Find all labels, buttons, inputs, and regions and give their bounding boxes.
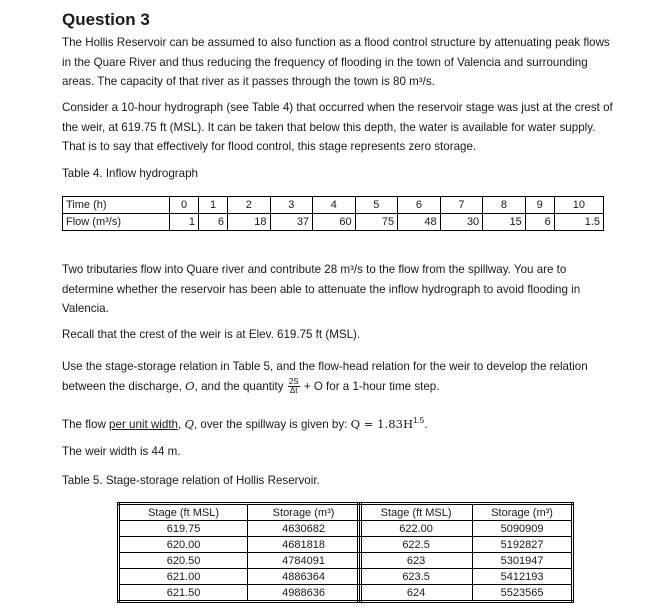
table-header-row xyxy=(359,504,573,521)
stage-cell: 619.75 xyxy=(119,521,248,537)
time-cell: 9 xyxy=(525,197,554,214)
intro-paragraph: The Hollis Reservoir can be assumed to also function as a flood control structure by attenuating peak flows in the Quare River and thus reducing the frequency of flooding in the town of Valencia and surrounding areas. The capacity of that river as it passes through the town is 80 m³/s. xyxy=(62,36,610,88)
fraction-2s-dt xyxy=(288,378,300,395)
flow-cell: 6 xyxy=(199,214,228,231)
flow-formula-paragraph xyxy=(62,411,614,434)
storage-cell: 5301947 xyxy=(473,553,573,569)
storage-header: Storage (m³) xyxy=(248,504,361,521)
stage-header: Stage (ft MSL) xyxy=(119,504,248,521)
flow-cell: 18 xyxy=(228,214,271,231)
time-row xyxy=(63,197,604,214)
time-cell: 10 xyxy=(554,197,603,214)
per-unit-width-text: per unit width xyxy=(109,417,179,431)
recall-paragraph: Recall that the crest of the weir is at Elev. 619.75 ft (MSL). xyxy=(62,328,361,341)
weir-formula: Q = 1.83H xyxy=(350,416,414,431)
weir-formula-exponent: 1.5 xyxy=(413,416,425,425)
stage-cell: 620.50 xyxy=(119,553,248,569)
time-cell: 8 xyxy=(483,197,526,214)
table-row xyxy=(359,553,573,569)
flow-text: , xyxy=(178,417,185,431)
flow-cell: 1 xyxy=(170,214,199,231)
time-cell: 2 xyxy=(228,197,271,214)
flow-row xyxy=(63,214,604,231)
flow-cell: 37 xyxy=(270,214,313,231)
inflow-table xyxy=(62,196,604,231)
flow-cell: 1.5 xyxy=(554,214,603,231)
table-row xyxy=(359,537,573,553)
time-cell: 7 xyxy=(440,197,483,214)
stage-storage-table-right xyxy=(357,502,574,603)
flow-cell: 30 xyxy=(440,214,483,231)
relation-paragraph xyxy=(62,357,614,396)
flow-row-label: Flow (m³/s) xyxy=(63,214,170,231)
var-o: O xyxy=(185,378,195,393)
fraction-denominator: Δt xyxy=(289,385,298,395)
flow-cell: 48 xyxy=(398,214,441,231)
time-cell: 0 xyxy=(170,197,199,214)
stage-cell: 624 xyxy=(359,585,473,602)
storage-cell: 5412193 xyxy=(473,569,573,585)
table-row xyxy=(119,521,361,537)
time-cell: 4 xyxy=(313,197,356,214)
table4-caption: Table 4. Inflow hydrograph xyxy=(62,167,198,180)
table-row xyxy=(119,585,361,602)
flow-cell: 6 xyxy=(525,214,554,231)
stage-header: Stage (ft MSL) xyxy=(359,504,473,521)
storage-cell: 5090909 xyxy=(473,521,573,537)
stage-storage-table-left xyxy=(117,502,362,603)
table-row xyxy=(119,553,361,569)
hydrograph-paragraph: Consider a 10-hour hydrograph (see Table 4) that occurred when the reservoir stage was just at the crest of the weir, at 619.75 ft (MSL). It can be taken that below this depth, the water is available for water supply. That is to say that effectively for flood control, this stage represents zero storage. xyxy=(62,101,613,153)
flow-cell: 15 xyxy=(483,214,526,231)
relation-text: + O for a 1-hour time step. xyxy=(300,379,440,393)
stage-cell: 621.50 xyxy=(119,585,248,602)
table-row xyxy=(359,521,573,537)
tributaries-paragraph: Two tributaries flow into Quare river and contribute 28 m³/s to the flow from the spillway. You are to determine whether the reservoir has been able to attenuate the inflow hydrograph to avoid flooding in Valencia. xyxy=(62,263,581,315)
stage-cell: 623.5 xyxy=(359,569,473,585)
storage-header: Storage (m³) xyxy=(473,504,573,521)
relation-text: , and the quantity xyxy=(194,379,287,393)
question-title: Question 3 xyxy=(62,10,150,29)
table-row xyxy=(359,585,573,602)
time-cell: 1 xyxy=(199,197,228,214)
storage-cell: 4681818 xyxy=(248,537,361,553)
stage-cell: 623 xyxy=(359,553,473,569)
table-row xyxy=(119,569,361,585)
flow-text: , over the spillway is given by: xyxy=(193,417,351,431)
table-header-row xyxy=(119,504,361,521)
stage-cell: 621.00 xyxy=(119,569,248,585)
flow-text: The flow xyxy=(62,417,110,431)
storage-cell: 4784091 xyxy=(248,553,361,569)
storage-cell: 4630682 xyxy=(248,521,361,537)
var-q: Q xyxy=(184,416,194,431)
flow-cell: 75 xyxy=(355,214,398,231)
flow-cell: 60 xyxy=(313,214,356,231)
storage-cell: 5192827 xyxy=(473,537,573,553)
time-cell: 6 xyxy=(398,197,441,214)
weir-width-paragraph: The weir width is 44 m. xyxy=(62,445,181,458)
storage-cell: 4886364 xyxy=(248,569,361,585)
flow-text: . xyxy=(424,417,428,431)
table-row xyxy=(119,537,361,553)
time-row-label: Time (h) xyxy=(63,197,170,214)
stage-cell: 620.00 xyxy=(119,537,248,553)
time-cell: 5 xyxy=(355,197,398,214)
fraction-numerator: 2S xyxy=(288,376,299,386)
relation-text: Use the stage-storage relation in Table 5, and the flow-head relation for the weir to develop the relation between the discharge, xyxy=(62,360,588,393)
stage-cell: 622.5 xyxy=(359,537,473,553)
stage-cell: 622.00 xyxy=(359,521,473,537)
table-row xyxy=(359,569,573,585)
time-cell: 3 xyxy=(270,197,313,214)
table5-caption: Table 5. Stage-storage relation of Hollis Reservoir. xyxy=(62,474,320,487)
storage-cell: 5523565 xyxy=(473,585,573,602)
storage-cell: 4988636 xyxy=(248,585,361,602)
